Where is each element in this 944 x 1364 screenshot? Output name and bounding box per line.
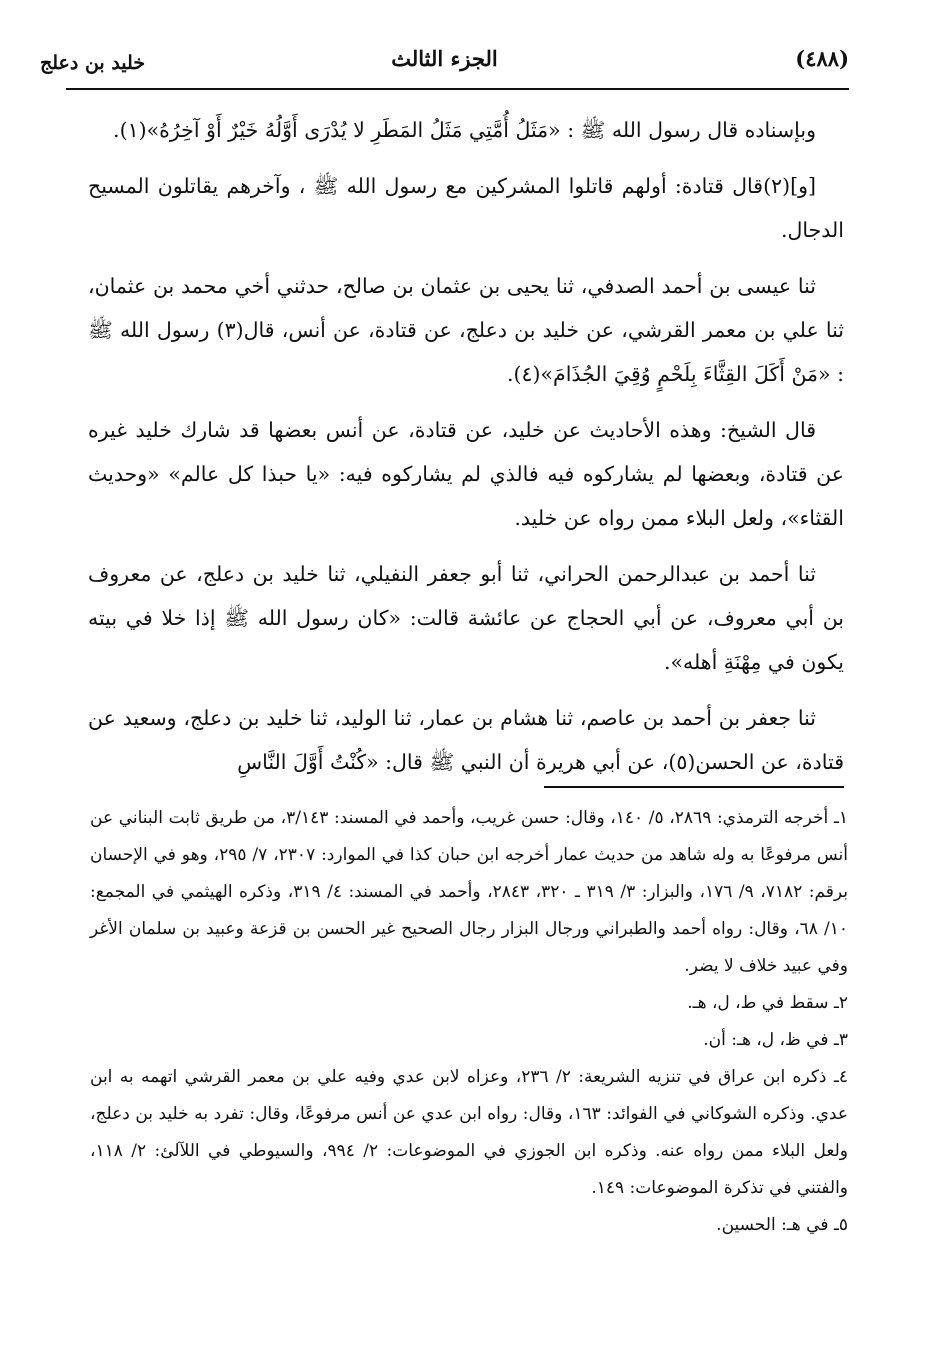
footnote-2: ٢ـ سقط في ط، ل، هـ. bbox=[687, 993, 848, 1013]
footnote-3: ٣ـ في ظ، ل، هـ: أن. bbox=[703, 1030, 848, 1050]
footnote-divider bbox=[544, 786, 844, 788]
footnote-1: ١ـ أخرجه الترمذي: ٢٨٦٩، ٥/ ١٤٠، وقال: حسن غريب، وأحمد في المسند: ٣/١٤٣، من طريق ثابت البناني عن أنس مرفوعًا به وله شاهد من حديث عمار أخرجه ابن حبان كذا في الموارد: ٢٣٠٧، ٧/ ٢٩٥، وهو في الإحسان برقم: ٧١٨٢، ٩/ ١٧٦، والبزار: ٣/ ٣١٩ ـ ٣٢٠، ٢٨٤٣، وأحمد في المسند: ٤/ ٣١٩، وذكره الهيثمي في المجمع: ١٠/ ٦٨، وقال: رواه أحمد والطبراني ورجال البزار رجال الصحيح غير الحسن بن قزعة وعبيد بن سلمان الأغر وفي عبيد خلاف لا يضر. bbox=[90, 808, 849, 976]
paragraph-6: ثنا جعفر بن أحمد بن عاصم، ثنا هشام بن عمار، ثنا الوليد، ثنا خليد بن دعلج، وسعيد عن قتادة، عن الحسن(٥)، عن أبي هريرة أن النبي ﷺ قال: «كُنْتُ أَوَّلَ النَّاسِ bbox=[88, 706, 844, 774]
footnotes bbox=[90, 800, 848, 1244]
volume-title: الجزء الثالث bbox=[391, 46, 498, 71]
paragraph-1: وبإسناده قال رسول الله ﷺ : «مَثَلُ أُمَّتِي مَثَلُ المَطَرِ لا يُدْرَى أَوَّلُهُ خَيْرٌ أَوْ آخِرُهُ»(١). bbox=[113, 118, 816, 142]
paragraph-3: ثنا عيسى بن أحمد الصدفي، ثنا يحيى بن عثمان بن صالح، حدثني أخي محمد بن عثمان، ثنا علي بن معمر القرشي، عن خليد بن دعلج، عن قتادة، عن أنس، قال(٣) رسول الله ﷺ : «مَنْ أَكَلَ القِثَّاءَ بِلَحْمٍ وُقِيَ الجُذَامَ»(٤). bbox=[88, 274, 844, 386]
paragraph-5: ثنا أحمد بن عبدالرحمن الحراني، ثنا أبو جعفر النفيلي، ثنا خليد بن دعلج، عن معروف بن أبي معروف، عن أبي الحجاج عن عائشة قالت: «كان رسول الله ﷺ إذا خلا في بيته يكون في مِهْنَةِ أهله». bbox=[88, 562, 844, 674]
header-divider bbox=[66, 88, 849, 90]
footnote-4: ٤ـ ذكره ابن عراق في تنزيه الشريعة: ٢/ ٢٣٦، وعزاه لابن عدي وفيه علي بن معمر القرشي اتهمه به ابن عدي. وذكره الشوكاني في الفوائد: ١٦٣، وقال: رواه ابن عدي عن أنس مرفوعًا، وقال: تفرد به خليد بن دعلج، ولعل البلاء ممن رواه عنه. وذكره ابن الجوزي في الموضوعات: ٢/ ٩٩٤، والسيوطي في اللآلئ: ٢/ ١١٨، والفتني في تذكرة الموضوعات: ١٤٩. bbox=[90, 1067, 848, 1198]
page-header bbox=[40, 44, 849, 84]
paragraph-4: قال الشيخ: وهذه الأحاديث عن خليد، عن قتادة، عن أنس بعضها قد شارك خليد غيره عن قتادة، وبعضها لم يشاركوه فيه فالذي لم يشاركوه فيه: «يا حبذا كل عالم» «وحديث القثاء»، ولعل البلاء ممن رواه عن خليد. bbox=[88, 418, 844, 530]
paragraph-2: [و](٢)قال قتادة: أولهم قاتلوا المشركين مع رسول الله ﷺ ، وآخرهم يقاتلون المسيح الدجال. bbox=[88, 174, 844, 242]
footnote-5: ٥ـ في هـ: الحسين. bbox=[716, 1215, 848, 1235]
page-number: (٤٨٨) bbox=[795, 46, 849, 71]
main-text bbox=[88, 108, 844, 796]
running-title: خليد بن دعلج bbox=[40, 52, 146, 74]
